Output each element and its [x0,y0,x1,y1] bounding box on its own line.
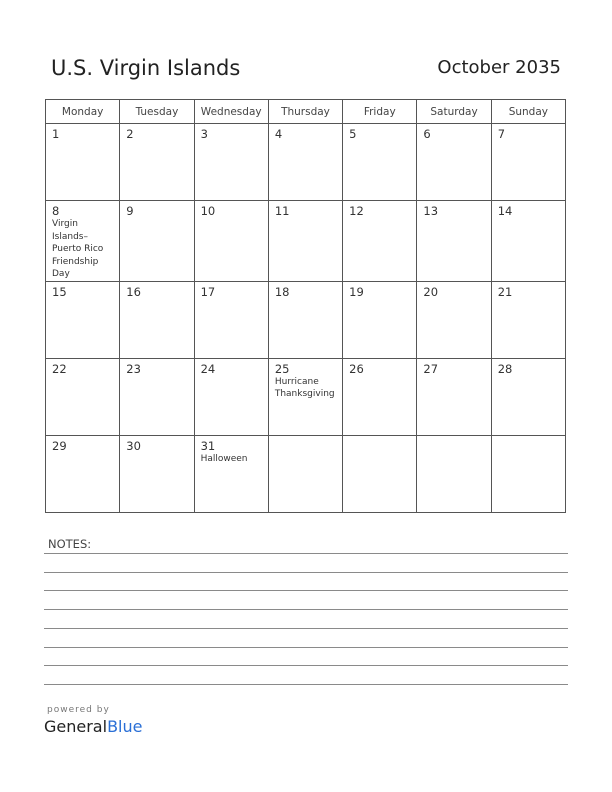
day-cell [120,124,194,201]
day-cell [491,358,565,435]
day-number: 17 [200,284,216,299]
day-number: 19 [349,284,364,299]
day-cell [120,281,194,358]
day-number: 6 [423,127,431,141]
day-cell [268,281,342,358]
calendar-title: U.S. Virgin Islands [51,56,241,80]
day-cell [417,201,491,282]
day-number: 10 [200,204,216,218]
day-cell [343,435,417,512]
day-number: 3 [200,127,208,141]
day-cell [194,124,268,201]
day-number: 8 [52,204,60,218]
notes-line [44,628,568,629]
weekday-header: Monday [46,100,120,124]
day-number: 27 [423,361,439,376]
day-cell [46,201,120,282]
day-number: 26 [349,361,364,376]
day-number: 30 [126,438,141,453]
day-cell [343,201,417,282]
day-cell [120,435,194,512]
notes-line [44,553,568,554]
day-cell [417,358,491,435]
week-row [46,201,566,282]
day-event: Hurricane Thanksgiving [274,376,335,399]
day-cell [194,358,268,435]
day-number: 15 [52,284,67,299]
day-cell [268,435,342,512]
notes-line [44,590,568,591]
day-cell [343,281,417,358]
weekday-header: Wednesday [194,100,268,124]
day-number: 12 [349,204,364,218]
day-number: 4 [274,127,283,141]
day-number: 28 [497,361,513,376]
day-number: 1 [52,127,60,141]
weekday-header: Friday [343,100,417,124]
day-cell [120,201,194,282]
day-number: 18 [274,284,290,299]
calendar-month: October 2035 [437,57,561,78]
weekday-header: Tuesday [120,100,194,124]
logo-blue-text: Blue [107,717,143,736]
day-cell [194,281,268,358]
day-number: 9 [126,204,134,218]
day-number: 31 [200,438,216,453]
day-cell [417,281,491,358]
week-row [46,435,566,512]
notes-line [44,665,568,666]
logo-general-text: General [44,717,108,736]
day-event: Virgin Islands–Puerto Rico Friendship Day [52,219,104,279]
day-number: 14 [497,204,513,218]
day-number: 7 [497,127,506,141]
notes-line [44,647,568,648]
day-number: 24 [200,361,216,376]
day-number: 23 [126,361,141,376]
day-cell [491,435,565,512]
notes-line [44,572,568,573]
notes-line [44,684,568,685]
week-row [46,358,566,435]
day-cell [46,358,120,435]
day-number: 16 [126,284,141,299]
day-cell [343,124,417,201]
day-cell [491,124,565,201]
day-number: 2 [126,127,134,141]
weekday-header: Saturday [417,100,491,124]
day-cell [491,201,565,282]
day-cell [194,201,268,282]
calendar-grid [45,99,566,513]
notes-line [44,609,568,610]
generalblue-logo [44,717,142,736]
day-cell [491,281,565,358]
day-cell [46,124,120,201]
day-cell [268,201,342,282]
day-cell [120,358,194,435]
day-number: 11 [274,204,290,218]
day-cell [417,435,491,512]
weekday-header-row [46,100,566,124]
day-cell [194,435,268,512]
day-cell [46,435,120,512]
day-number: 21 [497,284,513,299]
powered-by-text: powered by [47,705,110,715]
day-event: Halloween [200,453,248,464]
day-cell [417,124,491,201]
day-cell [268,358,342,435]
day-number: 29 [52,438,67,453]
day-cell [343,358,417,435]
weekday-header: Sunday [491,100,565,124]
week-row [46,281,566,358]
day-number: 5 [349,127,357,141]
day-number: 22 [52,361,67,376]
notes-label: NOTES: [48,537,92,551]
day-number: 13 [423,204,439,218]
day-cell [46,281,120,358]
weekday-header: Thursday [268,100,342,124]
day-number: 20 [423,284,439,299]
week-row [46,124,566,201]
day-cell [268,124,342,201]
day-number: 25 [274,361,290,376]
